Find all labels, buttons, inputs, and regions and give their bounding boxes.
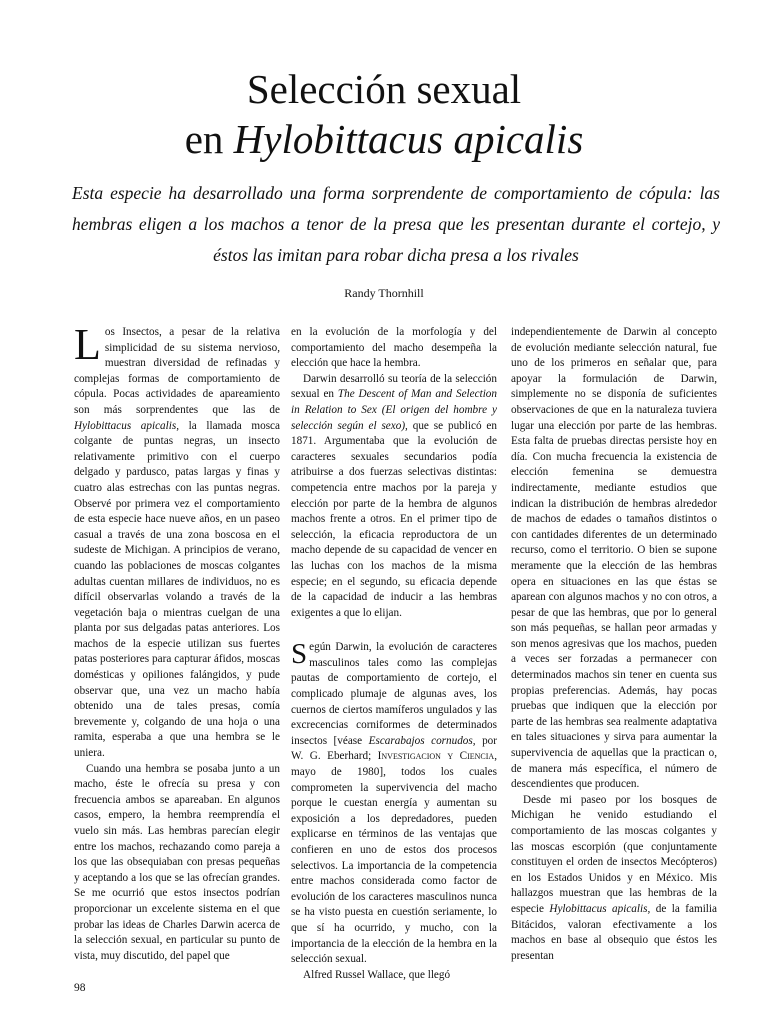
paragraph-text: egún Darwin, la evolución de caracteres masculinos tales como las complejas pautas de comportamiento de cortejo, el complicado plumaje de algunas aves, los cuernos de ciertos mamíferos ungulados y las excrecencias corniformes de determinados insectos [véase bbox=[291, 641, 497, 747]
author-byline: Randy Thornhill bbox=[344, 286, 424, 300]
paragraph-section-start bbox=[291, 640, 497, 967]
paragraph bbox=[511, 793, 717, 965]
article-title bbox=[0, 64, 768, 164]
paragraph: en la evolución de la morfología y del comportamiento del macho desempeña la elección que hace la hembra. bbox=[291, 326, 497, 370]
paragraph bbox=[291, 372, 497, 622]
drop-cap-s: S bbox=[291, 638, 308, 671]
paragraph: independientemente de Darwin al concepto de evolución mediante selección natural, fue uno de los primeros en señalar que, para apoyar la formulación de Darwin, simplemente no se disponía de suficientes observaciones de que en la naturaleza tuviera lugar una elección por parte de las hembras. Esta falta de pruebas directas persiste hoy en día. Con mucha frecuencia la existencia de elección femenina se demuestra indirectamente, mediante estudios que indican la distribución de hembras alrededor de machos de edades o tamaños distintos o con cantidades diferentes de un determinado recurso, como el territorio. O bien se supone meramente que la elección de las hembras opera en situaciones en las que éstas se aparean con algunos machos y no con otros, a pesar de que las hembras, que por lo general son más pequeñas, se hallan peor armadas y son menos agresivas que los machos, pueden a veces ser forzadas a permanecer con determinados machos sin tener en cuenta sus propias preferencias. Además, hay pocas pruebas que indiquen que la elección por parte de las hembras sea realmente adaptativa en tales situaciones y sirva para aumentar la supervivencia de aquellas que la practican o, de manera más específica, el número de descendientes que producen. bbox=[511, 326, 717, 791]
text-column-3 bbox=[511, 325, 717, 964]
paragraph-text: os Insectos, a pesar de la relativa simplicidad de su sistema nervioso, muestran diversidad de refinadas y complejas formas de comportamiento de cópula. Pocas actividades de apareamiento son más sorprendentes que las de bbox=[74, 326, 280, 416]
paragraph-text: Desde mi paseo por los bosques de Michigan he venido estudiando el comportamiento de las moscas colgantes y las moscas escorpión (que conjuntamente constituyen el orden de insectos Mecópteros) en los Estados Unidos y en México. Mis hallazgos muestran que las hembras de la especie bbox=[511, 793, 717, 915]
species-name: Hylobittacus apicalis, bbox=[549, 902, 651, 915]
text-column-2 bbox=[291, 325, 497, 983]
title-line-2-species: Hylobittacus apicalis bbox=[233, 116, 584, 162]
page-number: 98 bbox=[74, 982, 86, 994]
paragraph-text: , mayo de 1980], todos los cuales comprometen la supervivencia del macho porque le cuestan energía y aumentan su exposición a los depredadores, pueden explicarse en términos de las ventajas que confieren en uno de estos dos procesos selectivos. La importancia de la competencia entre machos considerada como factor de evolución de los caracteres masculinos nunca se ha visto puesta en cuestión seriamente, lo que sí ha ocurrido, y mucho, con la importancia de la elección de la hembra en la selección sexual. bbox=[291, 750, 497, 966]
title-line-2-prefix: en bbox=[184, 116, 234, 162]
species-name: Hylobittacus apicalis, bbox=[74, 419, 180, 432]
paragraph-text: de la familia Bitácidos, valoran efectivamente a los machos en base al obsequio que éstos les presentan bbox=[511, 902, 717, 962]
drop-cap-l: L bbox=[74, 320, 101, 369]
magazine-name: Investigacion y Ciencia bbox=[377, 750, 495, 763]
paragraph-text: por W. G. Eberhard; bbox=[291, 734, 497, 763]
text-column-1 bbox=[74, 320, 280, 964]
article-lede: Esta especie ha desarrollado una forma sorprendente de comportamiento de cópula: las hembras eligen a los machos a tenor de la presa que les presentan durante el cortejo, y éstos las imitan para robar dicha presa a los rivales bbox=[72, 183, 720, 265]
article-reference: Escarabajos cornudos, bbox=[368, 734, 476, 747]
paragraph-intro bbox=[74, 320, 280, 762]
book-title: The Descent of Man and Selection in Relation to Sex (El origen del hombre y selección según el sexo), bbox=[291, 388, 497, 432]
paragraph-text: que se publicó en 1871. Argumentaba que la evolución de caracteres sexuales secundarios podía atribuirse a dos fuerzas selectivas distintas: competencia entre machos por la pareja y elección por parte de la hembra de algunos machos frente a otros. En el primer tipo de selección, la eficacia reproductora de un macho depende de su capacidad de vencer en las luchas con los machos de la misma especie; en el segundo, su eficacia depende de la capacidad de inducir a las hembras exigentes a que lo elijan. bbox=[291, 419, 497, 619]
paragraph-text: Darwin desarrolló su teoría de la selección sexual en bbox=[291, 372, 497, 401]
paragraph-text: la llamada mosca colgante de puntas negras, un insecto relativamente primitivo con el cuerpo delgado y pardusco, patas largas y finas y cuatro alas estrechas con las puntas negras. Observé por primera vez el comportamiento de esta especie hace nueve años, en un paseo casual a través de una zona boscosa en el sudeste de Michigan. A principios de verano, cuando las poblaciones de moscas colgantes adultas cuentan millares de individuos, no es difícil observarlas volando a través de la vegetación baja o mientras cuelgan de una planta por sus delgadas patas anteriores. Los machos de la especie utilizan sus fuertes patas posteriores para capturar áfidos, moscas domésticas y opiliones falángidos, y pude observar que, una vez un macho había obtenido una de tales presas, comía brevemente y, colgando de una hoja o una ramita, esperaba a que una hembra se le uniera. bbox=[74, 419, 280, 760]
paragraph: Cuando una hembra se posaba junto a un macho, éste le ofrecía su presa y con frecuencia ambos se apareaban. En algunos casos, empero, la hembra reemprendía el vuelo sin más. Las hembras parecían elegir entre los machos, rechazando como pareja a los que las obsequiaban con presas pequeñas y aceptando a los que se las ofrecían grandes. Se me ocurrió que estos insectos podrían proporcionar un excelente sistema en el que probar las ideas de Charles Darwin acerca de la selección sexual, en particular su punto de vista, muy discutido, del papel que bbox=[74, 762, 280, 962]
paragraph: Alfred Russel Wallace, que llegó bbox=[303, 968, 451, 981]
title-line-1: Selección sexual bbox=[246, 66, 522, 112]
